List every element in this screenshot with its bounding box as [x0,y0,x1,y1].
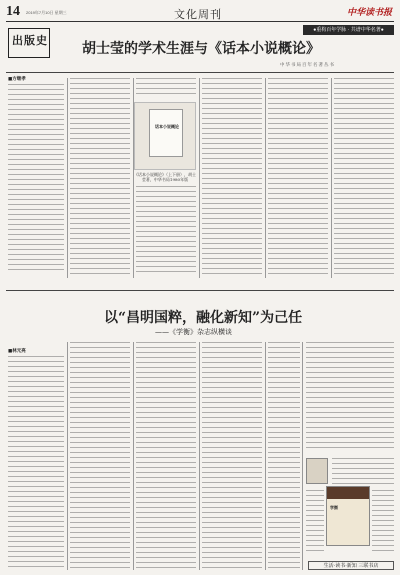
publisher-footer: 生活·读书·新知 三联书店 [308,561,394,570]
series-banner: ●重构百年学脉 · 共谱中华名著● [303,25,394,35]
article1-column-1 [8,84,64,274]
article2-title: 以“昌明国粹，融化新知”为己任 [104,310,303,326]
article1-column-2 [70,78,130,274]
book-cover-title: 话本小说概论 [155,124,179,129]
article1-title: 胡士莹的学术生涯与《话本小说概论》 [82,41,320,57]
column-divider [265,342,266,570]
page-number: 14 [6,4,20,19]
column-divider [133,342,134,570]
column-logo-text: 出版史 [12,34,48,47]
sidebar-text [306,490,324,554]
column-divider [302,342,303,570]
article2-column-1 [8,356,64,568]
column-divider [67,78,68,278]
article1-column-6 [334,78,394,274]
article2-subtitle: ——《学衡》杂志纵横谈 [155,328,232,336]
article1-column-3-bottom [136,186,196,274]
article1-column-5 [268,78,328,274]
column-divider [67,342,68,570]
article1-byline: 中华书局百年名著丛书 [280,63,335,68]
divider [6,290,394,291]
book-cover [149,109,183,157]
section-title: 文化周刊 [174,8,222,21]
article2-column-4 [202,342,262,568]
book-caption: 《话本小说概论》（上下册），胡士莹著，中华书局1980年版 [134,172,196,182]
book-cover-band [327,487,369,499]
sidebar-text-right [372,490,394,554]
newspaper-logo: 中华读书报 [346,8,392,18]
column-logo [8,28,50,58]
article2-column-2 [70,342,130,568]
divider [6,72,394,73]
column-divider [331,78,332,278]
column-divider [199,78,200,278]
sidebar-notes [332,458,394,484]
article2-column-3 [136,342,196,568]
sidebar-book-cover [326,486,370,546]
article2-author: ■林元亮 [8,349,26,354]
column-divider [265,78,266,278]
sidebar-book-title: 学衡 [330,505,338,510]
book-cover-image [134,102,196,170]
page-header [6,4,394,22]
sidebar-column [306,342,394,452]
article1-author: ■方继孝 [8,77,26,82]
column-divider [199,342,200,570]
article1-column-3-top [136,78,196,98]
article1-column-4 [202,78,262,274]
author-portrait-image [306,458,328,484]
issue-date: 2019年7月10日 星期三 [26,10,67,15]
article2-column-5 [268,342,300,568]
